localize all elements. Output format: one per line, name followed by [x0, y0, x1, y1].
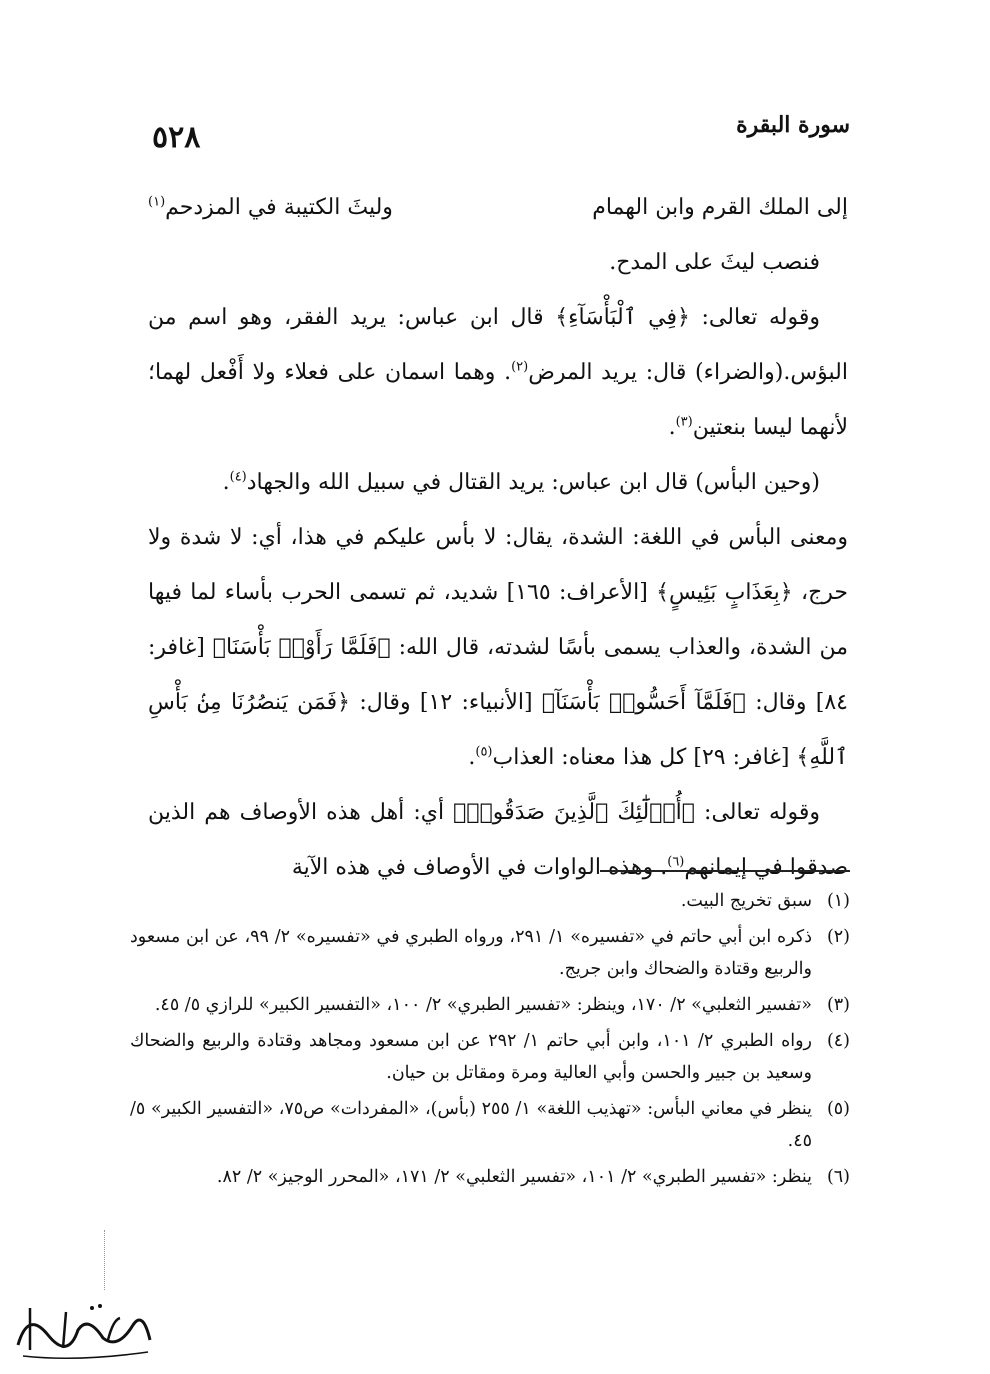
footnote-ref-2: (٢) — [511, 359, 529, 375]
running-title: سورة البقرة — [736, 112, 850, 138]
footnote-4 — [130, 1025, 850, 1089]
footnotes — [130, 885, 850, 1197]
footnote-number: (١) — [826, 891, 850, 911]
verse-first-hemistich: إلى الملك القرم وابن الهمام — [592, 195, 848, 220]
footnote-2 — [130, 921, 850, 985]
footnote-text: ينظر في معاني البأس: «تهذيب اللغة» ١/ ٢٥٥ (بأس)، «المفردات» ص٧٥، «التفسير الكبير» ٥/ ٤٥. — [130, 1099, 813, 1151]
poetry-verse — [148, 180, 848, 235]
page-number: ٥٢٨ — [152, 120, 201, 155]
footnote-6 — [130, 1161, 850, 1193]
footnote-number: (٢) — [826, 927, 850, 947]
footnote-text: ذكره ابن أبي حاتم في «تفسيره» ١/ ٢٩١، ورواه الطبري في «تفسيره» ٢/ ٩٩، عن ابن مسعود والربيع وقتادة والضحاك وابن جريج. — [130, 927, 813, 979]
footnote-ref-6: (٦) — [667, 854, 685, 870]
footnote-ref-5: (٥) — [475, 744, 493, 760]
footnote-3 — [130, 989, 850, 1021]
footnote-number: (٣) — [826, 995, 850, 1015]
footnote-1 — [130, 885, 850, 917]
footnote-text: سبق تخريج البيت. — [680, 891, 812, 911]
paragraph-5: وقوله تعالى: ﴿أُو۟لَٰٓئِكَ ٱلَّذِينَ صَدَقُوا۟﴾ أي: أهل هذه الأوصاف هم الذين صدقوا في إيمانهم$^{(٦)}$. وهذه الواوات في الأوصاف في هذه الآية — [148, 800, 848, 880]
paragraph-2: وقوله تعالى: ﴿فِي ٱلْبَأْسَآءِ﴾ قال ابن عباس: يريد الفقر، وهو اسم من البؤس.(والضراء) قال: يريد المرض$^{(٢)}$. وهما اسمان على فعلاء ولا أَفْعل لهما؛ لأنهما ليسا بنعتين$^{(٣)}$. — [148, 305, 848, 440]
footnote-number: (٦) — [826, 1167, 850, 1187]
margin-mark — [104, 1230, 105, 1290]
footnote-text: رواه الطبري ٢/ ١٠١، وابن أبي حاتم ١/ ٢٩٢ عن ابن مسعود ومجاهد وقتادة والربيع والضحاك وسعيد بن جبير والحسن وأبي العالية ومرة ومقاتل بن حيان. — [130, 1031, 812, 1083]
footnote-text: ينظر: «تفسير الطبري» ٢/ ١٠١، «تفسير الثعلبي» ٢/ ١٧١، «المحرر الوجيز» ٢/ ٨٢. — [216, 1167, 812, 1187]
footnote-ref-4: (٤) — [229, 469, 247, 485]
main-text — [148, 180, 848, 895]
footnote-separator — [600, 870, 850, 872]
footnote-number: (٥) — [826, 1099, 850, 1119]
verse-second-hemistich: وليثَ الكتيبة في المزدحم$^{(١)}$ — [148, 194, 393, 220]
paragraph-4: ومعنى البأس في اللغة: الشدة، يقال: لا بأس عليكم في هذا، أي: لا شدة ولا حرج، ﴿بِعَذَابٍ بَئِيسٍ﴾ [الأعراف: ١٦٥] شديد، ثم تسمى الحرب بأساء لما فيها من الشدة، والعذاب يسمى بأسًا لشدته، قال الله: ﴿فَلَمَّا رَأَوْا۟ بَأْسَنَا﴾ [غافر: ٨٤] وقال: ﴿فَلَمَّآ أَحَسُّوا۟ بَأْسَنَآ﴾ [الأنبياء: ١٢] وقال: ﴿فَمَن يَنصُرُنَا مِنۢ بَأْسِ ٱللَّهِ﴾ [غافر: ٢٩] كل هذا معناه: العذاب$^{(٥)}$. — [148, 525, 849, 770]
paragraph-1: فنصب ليثَ على المدح. — [609, 250, 820, 275]
footnote-number: (٤) — [826, 1031, 850, 1051]
footnote-ref-1: (١) — [148, 194, 166, 210]
footnote-text: «تفسير الثعلبي» ٢/ ١٧٠، وينظر: «تفسير الطبري» ٢/ ١٠٠، «التفسير الكبير» للرازي ٥/ ٤٥. — [154, 995, 812, 1015]
footnote-ref-3: (٣) — [675, 414, 693, 430]
paragraph-3: (وحين البأس) قال ابن عباس: يريد القتال في سبيل الله والجهاد$^{(٤)}$. — [222, 469, 820, 495]
footnote-5 — [130, 1093, 850, 1157]
calligraphy-stamp-logo — [8, 1290, 158, 1362]
